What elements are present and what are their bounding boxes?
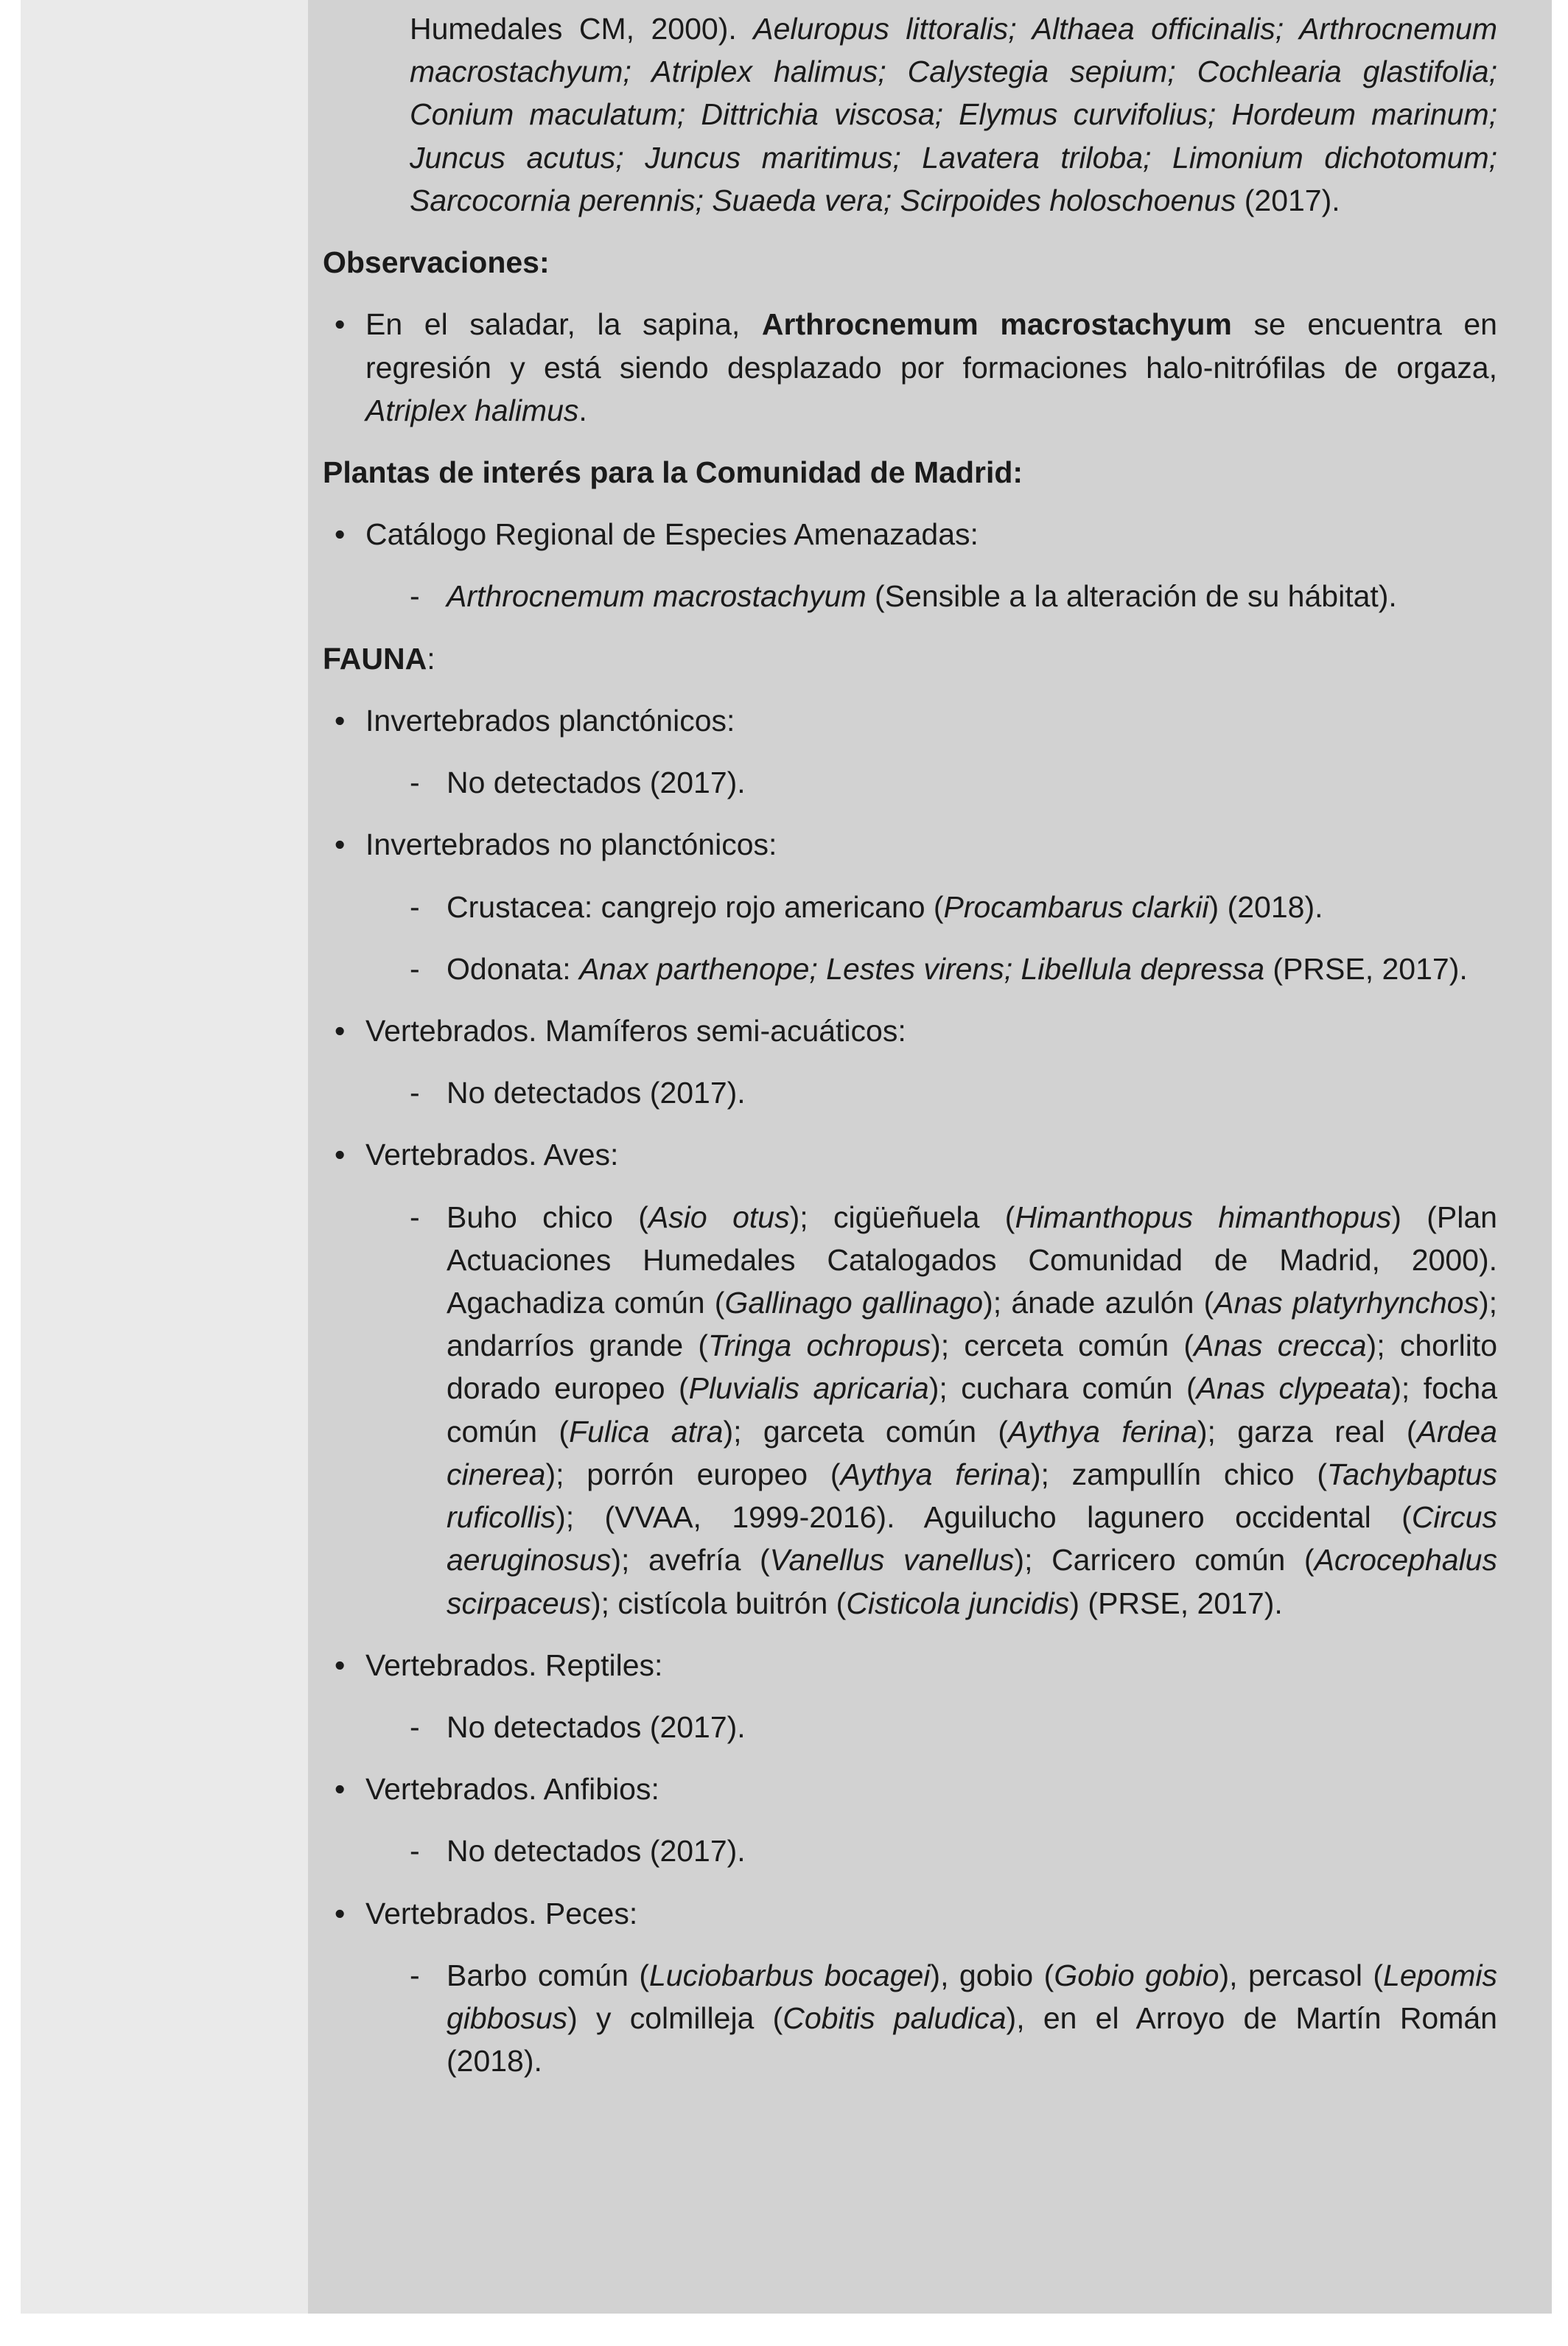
bullet-marker: •: [335, 1138, 346, 1172]
text-run: Invertebrados planctónicos:: [365, 703, 735, 738]
text-run: Odonata:: [447, 951, 580, 986]
bullet-marker: •: [335, 1013, 346, 1048]
text-run: Anas platyrhynchos: [1214, 1286, 1479, 1320]
text-run: ) (Plan Actuaciones Humedales Catalogados Comunidad de Madrid, 2000). Agachadiza común (: [447, 1200, 1497, 1320]
bullet-item: [335, 1644, 1497, 1687]
text-run: No detectados (2017).: [447, 1834, 746, 1869]
item-text: [365, 1768, 1497, 1810]
text-run: se encuentra en regresión y está siendo desplazado por formaciones halo-nitrófilas de orgaza,: [365, 307, 1497, 385]
dash-item: [410, 1954, 1497, 2083]
bullet-item: [335, 1892, 1497, 1935]
bullet-marker: •: [335, 1648, 346, 1682]
dash-marker: -: [410, 579, 420, 614]
bullet-marker: •: [335, 1772, 346, 1807]
text-run: ); cerceta común (: [931, 1328, 1194, 1363]
text-run: ), gobio (: [930, 1958, 1054, 1992]
text-run: :: [427, 641, 435, 676]
text-run: Gobio gobio: [1054, 1958, 1219, 1992]
heading: [323, 241, 1497, 284]
dash-marker: -: [410, 1710, 420, 1744]
item-text: [447, 886, 1497, 928]
text-run: ); Carricero común (: [1014, 1543, 1315, 1578]
dash-marker: -: [410, 1076, 420, 1110]
text-run: Luciobarbus bocagei: [648, 1958, 931, 1992]
dash-item: [410, 1829, 1497, 1872]
dash-item: [410, 1196, 1497, 1625]
text-run: ); focha común (: [447, 1371, 1498, 1449]
text-run: Circus aeruginosus: [447, 1500, 1497, 1578]
item-text: [447, 1829, 1497, 1872]
dash-marker: -: [410, 766, 420, 800]
text-run: Anax parthenope; Lestes virens; Libellula depressa: [579, 951, 1265, 986]
text-run: No detectados (2017).: [447, 1710, 746, 1744]
text-run: En el saladar, la sapina,: [365, 307, 762, 342]
text-run: ); ánade azulón (: [983, 1286, 1214, 1320]
text-run: Observaciones:: [323, 245, 550, 280]
text-run: Aythya ferina: [840, 1457, 1031, 1491]
text-run: Aeluropus littoralis; Althaea officinalis; Arthrocnemum macrostachyum; Atriplex halimus; Calystegia sepium; Cochlearia glastifolia; Conium maculatum; Dittrichia viscosa; Elymus curvifolius; Hordeum marinum; Juncus acutus; Juncus maritimus; Lavatera triloba; Limonium dichotomum; Sarcocornia perennis; Suaeda vera; Scirpoides holoschoenus: [410, 12, 1497, 217]
bullet-item: [335, 1133, 1497, 1176]
text-run: Anas clypeata: [1196, 1371, 1392, 1406]
text-run: ); chorlito dorado europeo (: [447, 1328, 1498, 1406]
text-run: FAUNA: [323, 641, 427, 676]
text-run: ); zampullín chico (: [1030, 1457, 1328, 1491]
text-run: ); cistícola buitrón (: [590, 1586, 847, 1620]
text-run: Cisticola juncidis: [846, 1586, 1070, 1620]
item-text: [365, 1892, 1497, 1935]
text-run: Catálogo Regional de Especies Amenazadas:: [365, 517, 979, 552]
item-text: [447, 575, 1497, 617]
text-run: ); garza real (: [1197, 1414, 1417, 1449]
document-page: [21, 0, 1552, 2314]
bullet-marker: •: [335, 307, 346, 342]
bullet-item: [335, 513, 1497, 556]
text-run: (PRSE, 2017).: [1264, 951, 1468, 986]
dash-item: [410, 948, 1497, 990]
dash-item: [410, 575, 1497, 617]
text-run: Lepomis gibbosus: [447, 1958, 1498, 2036]
bullet-item: [335, 823, 1497, 866]
text-run: Vertebrados. Aves:: [365, 1138, 619, 1172]
text-run: Arthrocnemum macrostachyum: [447, 579, 867, 614]
item-text: [447, 948, 1497, 990]
item-text: [365, 1009, 1497, 1052]
text-run: Fulica atra: [569, 1414, 724, 1449]
dash-item: [410, 1706, 1497, 1748]
item-text: [365, 513, 1497, 556]
text-run: ); porrón europeo (: [545, 1457, 841, 1491]
item-text: [447, 1706, 1497, 1748]
text-run: Gallinago gallinago: [724, 1286, 984, 1320]
item-text: [447, 761, 1497, 804]
text-run: Cobitis paludica: [783, 2001, 1007, 2036]
text-run: Vertebrados. Anfibios:: [365, 1772, 659, 1807]
text-run: Tringa ochropus: [708, 1328, 931, 1363]
text-run: ); garceta común (: [723, 1414, 1008, 1449]
dash-item: [410, 1071, 1497, 1114]
bullet-marker: •: [335, 827, 346, 862]
text-run: ) y colmilleja (: [567, 2001, 783, 2036]
text-run: Procambarus clarkii: [943, 889, 1209, 924]
item-text: [365, 303, 1497, 432]
text-run: Aythya ferina: [1008, 1414, 1197, 1449]
item-text: [447, 1954, 1497, 2083]
dash-item: [410, 761, 1497, 804]
text-run: ) (PRSE, 2017).: [1069, 1586, 1283, 1620]
text-run: Vertebrados. Mamíferos semi-acuáticos:: [365, 1013, 906, 1048]
text-run: Himanthopus himanthopus: [1015, 1200, 1392, 1234]
text-run: ) (2018).: [1208, 889, 1323, 924]
item-text: [365, 823, 1497, 866]
text-run: Vanellus vanellus: [769, 1543, 1015, 1578]
bullet-marker: •: [335, 1896, 346, 1930]
text-run: Pluvialis apricaria: [688, 1371, 929, 1406]
text-run: Tachybaptus ruficollis: [447, 1457, 1498, 1535]
item-text: [365, 699, 1497, 742]
text-run: Anas crecca: [1194, 1328, 1367, 1363]
paragraph: [410, 7, 1497, 222]
item-text: [365, 1133, 1497, 1176]
dash-marker: -: [410, 1834, 420, 1869]
dash-marker: -: [410, 1958, 420, 1992]
text-run: Vertebrados. Peces:: [365, 1896, 638, 1930]
content-column: [308, 0, 1552, 2314]
text-run: ); (VVAA, 1999-2016). Aguilucho lagunero occidental (: [556, 1500, 1412, 1535]
text-run: Humedales CM, 2000).: [410, 12, 754, 46]
bullet-item: [335, 303, 1497, 432]
text-run: Barbo común (: [447, 1958, 649, 1992]
heading: [323, 451, 1497, 494]
heading: [323, 637, 1497, 680]
bullet-marker: •: [335, 517, 346, 552]
text-run: Arthrocnemum macrostachyum: [761, 307, 1232, 342]
dash-item: [410, 886, 1497, 928]
text-run: Ardea cinerea: [447, 1414, 1497, 1491]
text-run: ), percasol (: [1219, 1958, 1384, 1992]
text-run: ); andarríos grande (: [447, 1286, 1497, 1363]
text-run: ); cuchara común (: [928, 1371, 1197, 1406]
text-run: (Sensible a la alteración de su hábitat).: [866, 579, 1397, 614]
bullet-item: [335, 1009, 1497, 1052]
text-run: .: [578, 393, 587, 427]
text-run: No detectados (2017).: [447, 766, 746, 800]
text-run: Plantas de interés para la Comunidad de Madrid:: [323, 455, 1023, 489]
item-text: [447, 1196, 1497, 1625]
dash-marker: -: [410, 1200, 420, 1234]
bullet-item: [335, 699, 1497, 742]
text-run: Atriplex halimus: [365, 393, 579, 427]
text-run: ); avefría (: [611, 1543, 770, 1578]
text-run: ); cigüeñuela (: [789, 1200, 1015, 1234]
text-run: Asio otus: [648, 1200, 790, 1234]
text-run: Buho chico (: [447, 1200, 648, 1234]
text-run: Crustacea: cangrejo rojo americano (: [447, 889, 944, 924]
text-run: Invertebrados no planctónicos:: [365, 827, 777, 862]
text-run: (2017).: [1236, 183, 1340, 217]
bullet-item: [335, 1768, 1497, 1810]
dash-marker: -: [410, 889, 420, 924]
text-run: No detectados (2017).: [447, 1076, 746, 1110]
item-text: [365, 1644, 1497, 1687]
item-text: [447, 1071, 1497, 1114]
bullet-marker: •: [335, 703, 346, 738]
dash-marker: -: [410, 951, 420, 986]
text-run: ), en el Arroyo de Martín Román (2018).: [447, 2001, 1497, 2079]
text-run: Acrocephalus scirpaceus: [447, 1543, 1497, 1620]
left-margin-column: [21, 0, 308, 2314]
text-run: Vertebrados. Reptiles:: [365, 1648, 663, 1682]
